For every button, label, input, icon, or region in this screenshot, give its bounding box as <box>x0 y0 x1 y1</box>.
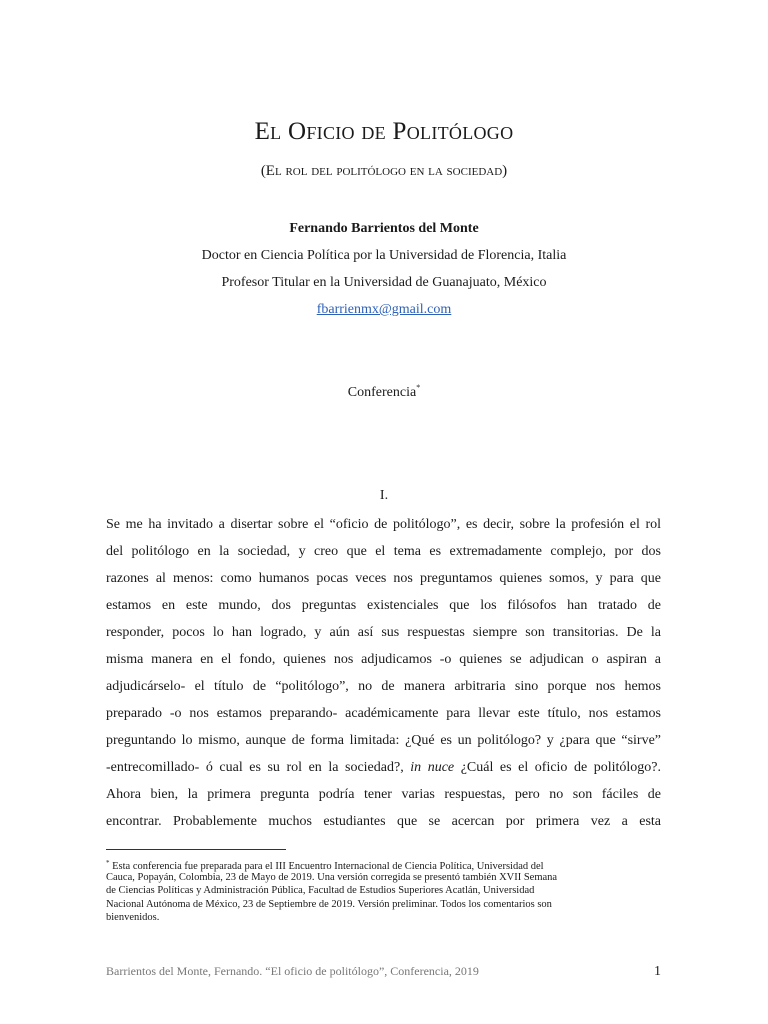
email-link-text[interactable]: fbarrienmx@gmail.com <box>316 302 452 317</box>
body-line: adjudicárselo- el título de “politólogo”, no de manera arbitraria sino porque nos hemos <box>106 679 661 694</box>
author-affiliation-2: Profesor Titular en la Universidad de Guanajuato, México <box>221 275 547 290</box>
document-subtitle: (El rol del politólogo en la sociedad) <box>260 163 508 179</box>
body-line <box>106 759 661 777</box>
body-line: Se me ha invitado a disertar sobre el “oficio de politólogo”, es decir, sobre la profesión el rol <box>106 517 661 532</box>
footnote-line: bienvenidos. <box>106 912 160 923</box>
footnote-divider <box>106 849 286 850</box>
author-affiliation-1: Doctor en Ciencia Política por la Universidad de Florencia, Italia <box>201 248 567 263</box>
body-line-part: -entrecomillado- ó cual es su rol en la sociedad?, <box>106 760 404 775</box>
body-line: preparado -o nos estamos preparando- académicamente para llevar este título, nos estamos <box>106 706 661 721</box>
footnote-reference[interactable]: * <box>416 383 421 392</box>
footnote-marker: * <box>106 859 110 867</box>
footnote-line: Nacional Autónoma de México, 23 de Septiembre de 2019. Versión preliminar. Todos los comentarios son <box>106 898 552 910</box>
italic-term: in nuce <box>410 760 455 775</box>
body-line: responder, pocos lo han logrado, y aún así sus respuestas siempre son transitorias. De la <box>106 625 661 640</box>
document-title: El Oficio de Politólogo <box>254 118 514 145</box>
body-line: preguntando lo mismo, aunque de forma limitada: ¿Qué es un politólogo? y ¿para que “sirve” <box>106 733 661 748</box>
footnote-line: de Ciencias Políticas y Administración Pública, Facultad de Estudios Superiores Acatlán, Universidad <box>106 885 535 896</box>
footnote-line: * Esta conferencia fue preparada para el III Encuentro Internacional de Ciencia Política, Universidad del <box>106 859 544 872</box>
page-number: 1 <box>654 964 661 979</box>
body-line: estamos en este mundo, dos preguntas existenciales que los filósofos han tratado de <box>106 598 661 613</box>
body-line: del politólogo en la sociedad, y creo que el tema es extremadamente complejo, por dos <box>106 544 661 559</box>
body-line-part: ¿Cuál es el oficio de politólogo?. <box>460 760 661 775</box>
body-line: misma manera en el fondo, quienes nos adjudicamos -o quienes se adjudican o aspiran a <box>106 652 661 667</box>
page-footer: Barrientos del Monte, Fernando. “El oficio de politólogo”, Conferencia, 2019 <box>106 964 479 978</box>
body-line: razones al menos: como humanos pocas veces nos preguntamos quienes somos, y para que <box>106 571 661 586</box>
footnote-line: Cauca, Popayán, Colombia, 23 de Mayo de 2019. Una versión corregida se presentó también XVII Semana <box>106 871 558 883</box>
body-line: Ahora bien, la primera pregunta podría tener varias respuestas, pero no son fáciles de <box>106 787 661 802</box>
section-number: I. <box>379 488 389 503</box>
conference-text: Conferencia <box>347 385 417 400</box>
footnote <box>106 857 666 925</box>
body-line: encontrar. Probablemente muchos estudiantes que se acercan por primera vez a esta <box>106 814 661 829</box>
conference-label <box>0 383 768 401</box>
author-email-link[interactable] <box>0 302 768 318</box>
author-name: Fernando Barrientos del Monte <box>289 221 479 236</box>
